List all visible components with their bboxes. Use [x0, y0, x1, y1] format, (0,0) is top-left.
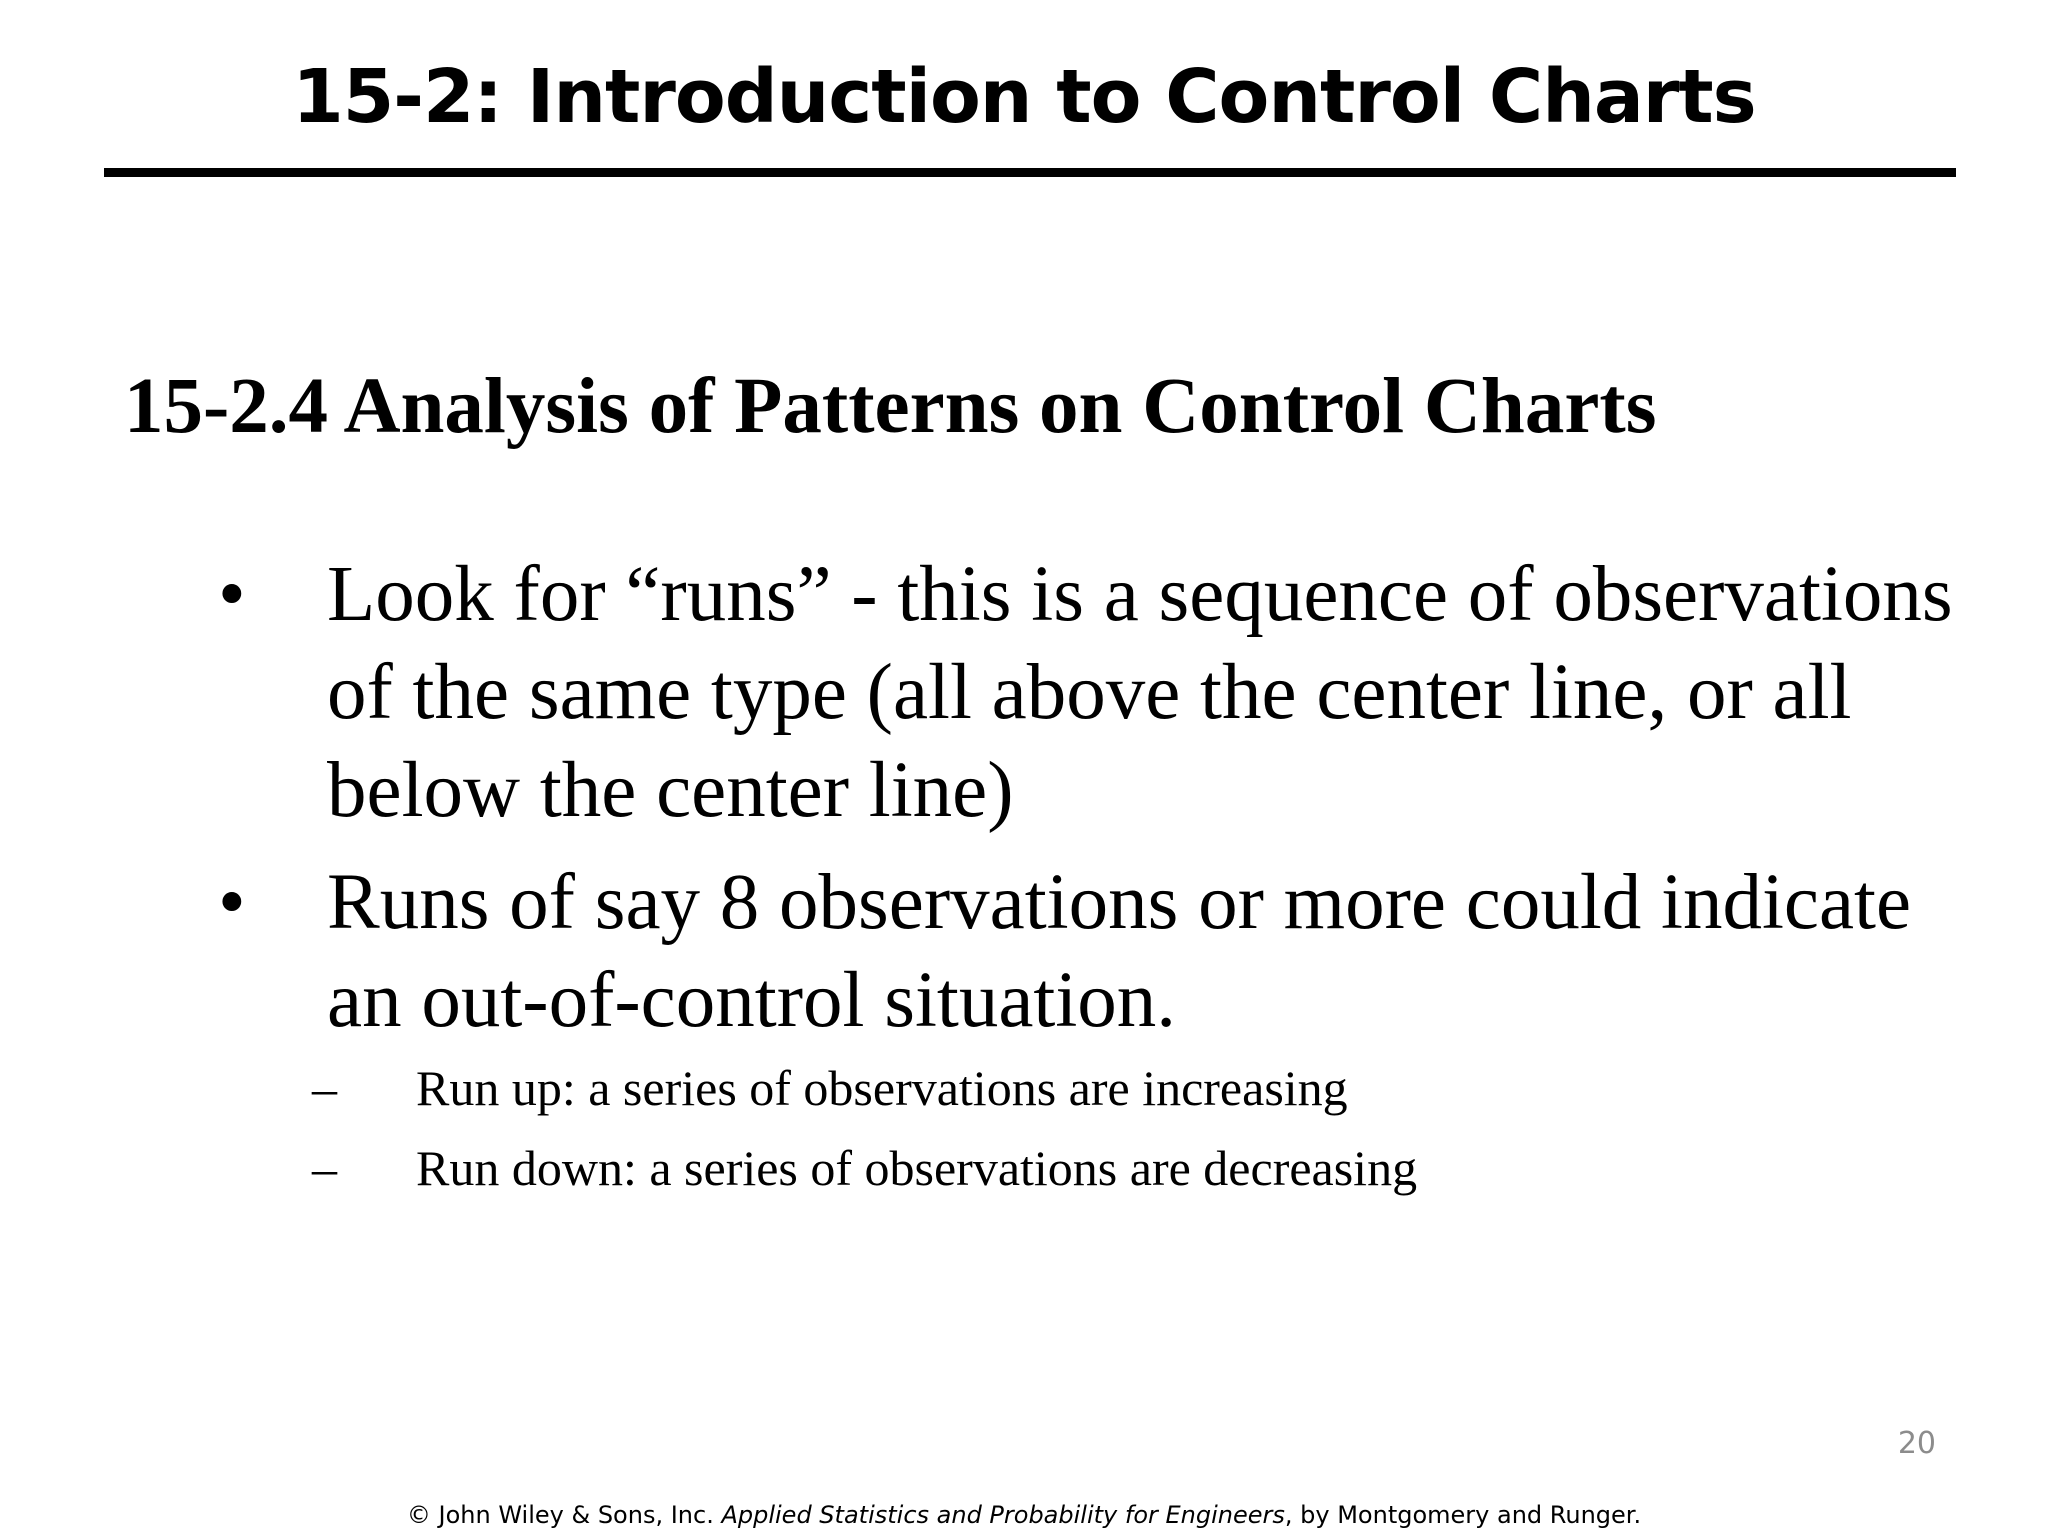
page-number: 20	[1897, 1426, 1936, 1461]
sub-bullet-marker: –	[312, 1140, 337, 1196]
section-heading: 15-2.4 Analysis of Patterns on Control Charts	[124, 363, 1657, 450]
copyright-footer	[0, 1500, 2048, 1530]
bullet-text: Runs of say 8 observations or more could indicate an out-of-control situation.	[327, 859, 1912, 1044]
slide-title: 15-2: Introduction to Control Charts	[292, 54, 1756, 140]
sub-bullet-text: Run up: a series of observations are increasing	[416, 1060, 1348, 1116]
bullet-marker: •	[218, 551, 246, 638]
sub-bullet-marker: –	[312, 1060, 337, 1116]
footer-suffix: , by Montgomery and Runger.	[1284, 1501, 1642, 1529]
footer-prefix: © John Wiley & Sons, Inc.	[406, 1501, 722, 1529]
sub-bullet-text: Run down: a series of observations are decreasing	[416, 1140, 1418, 1196]
footer-book-title: Applied Statistics and Probability for Engineers	[721, 1501, 1285, 1529]
bullet-text: Look for “runs” - this is a sequence of observations of the same type (all above the center line, or all below the center line)	[327, 551, 1953, 834]
bullet-marker: •	[218, 859, 246, 946]
